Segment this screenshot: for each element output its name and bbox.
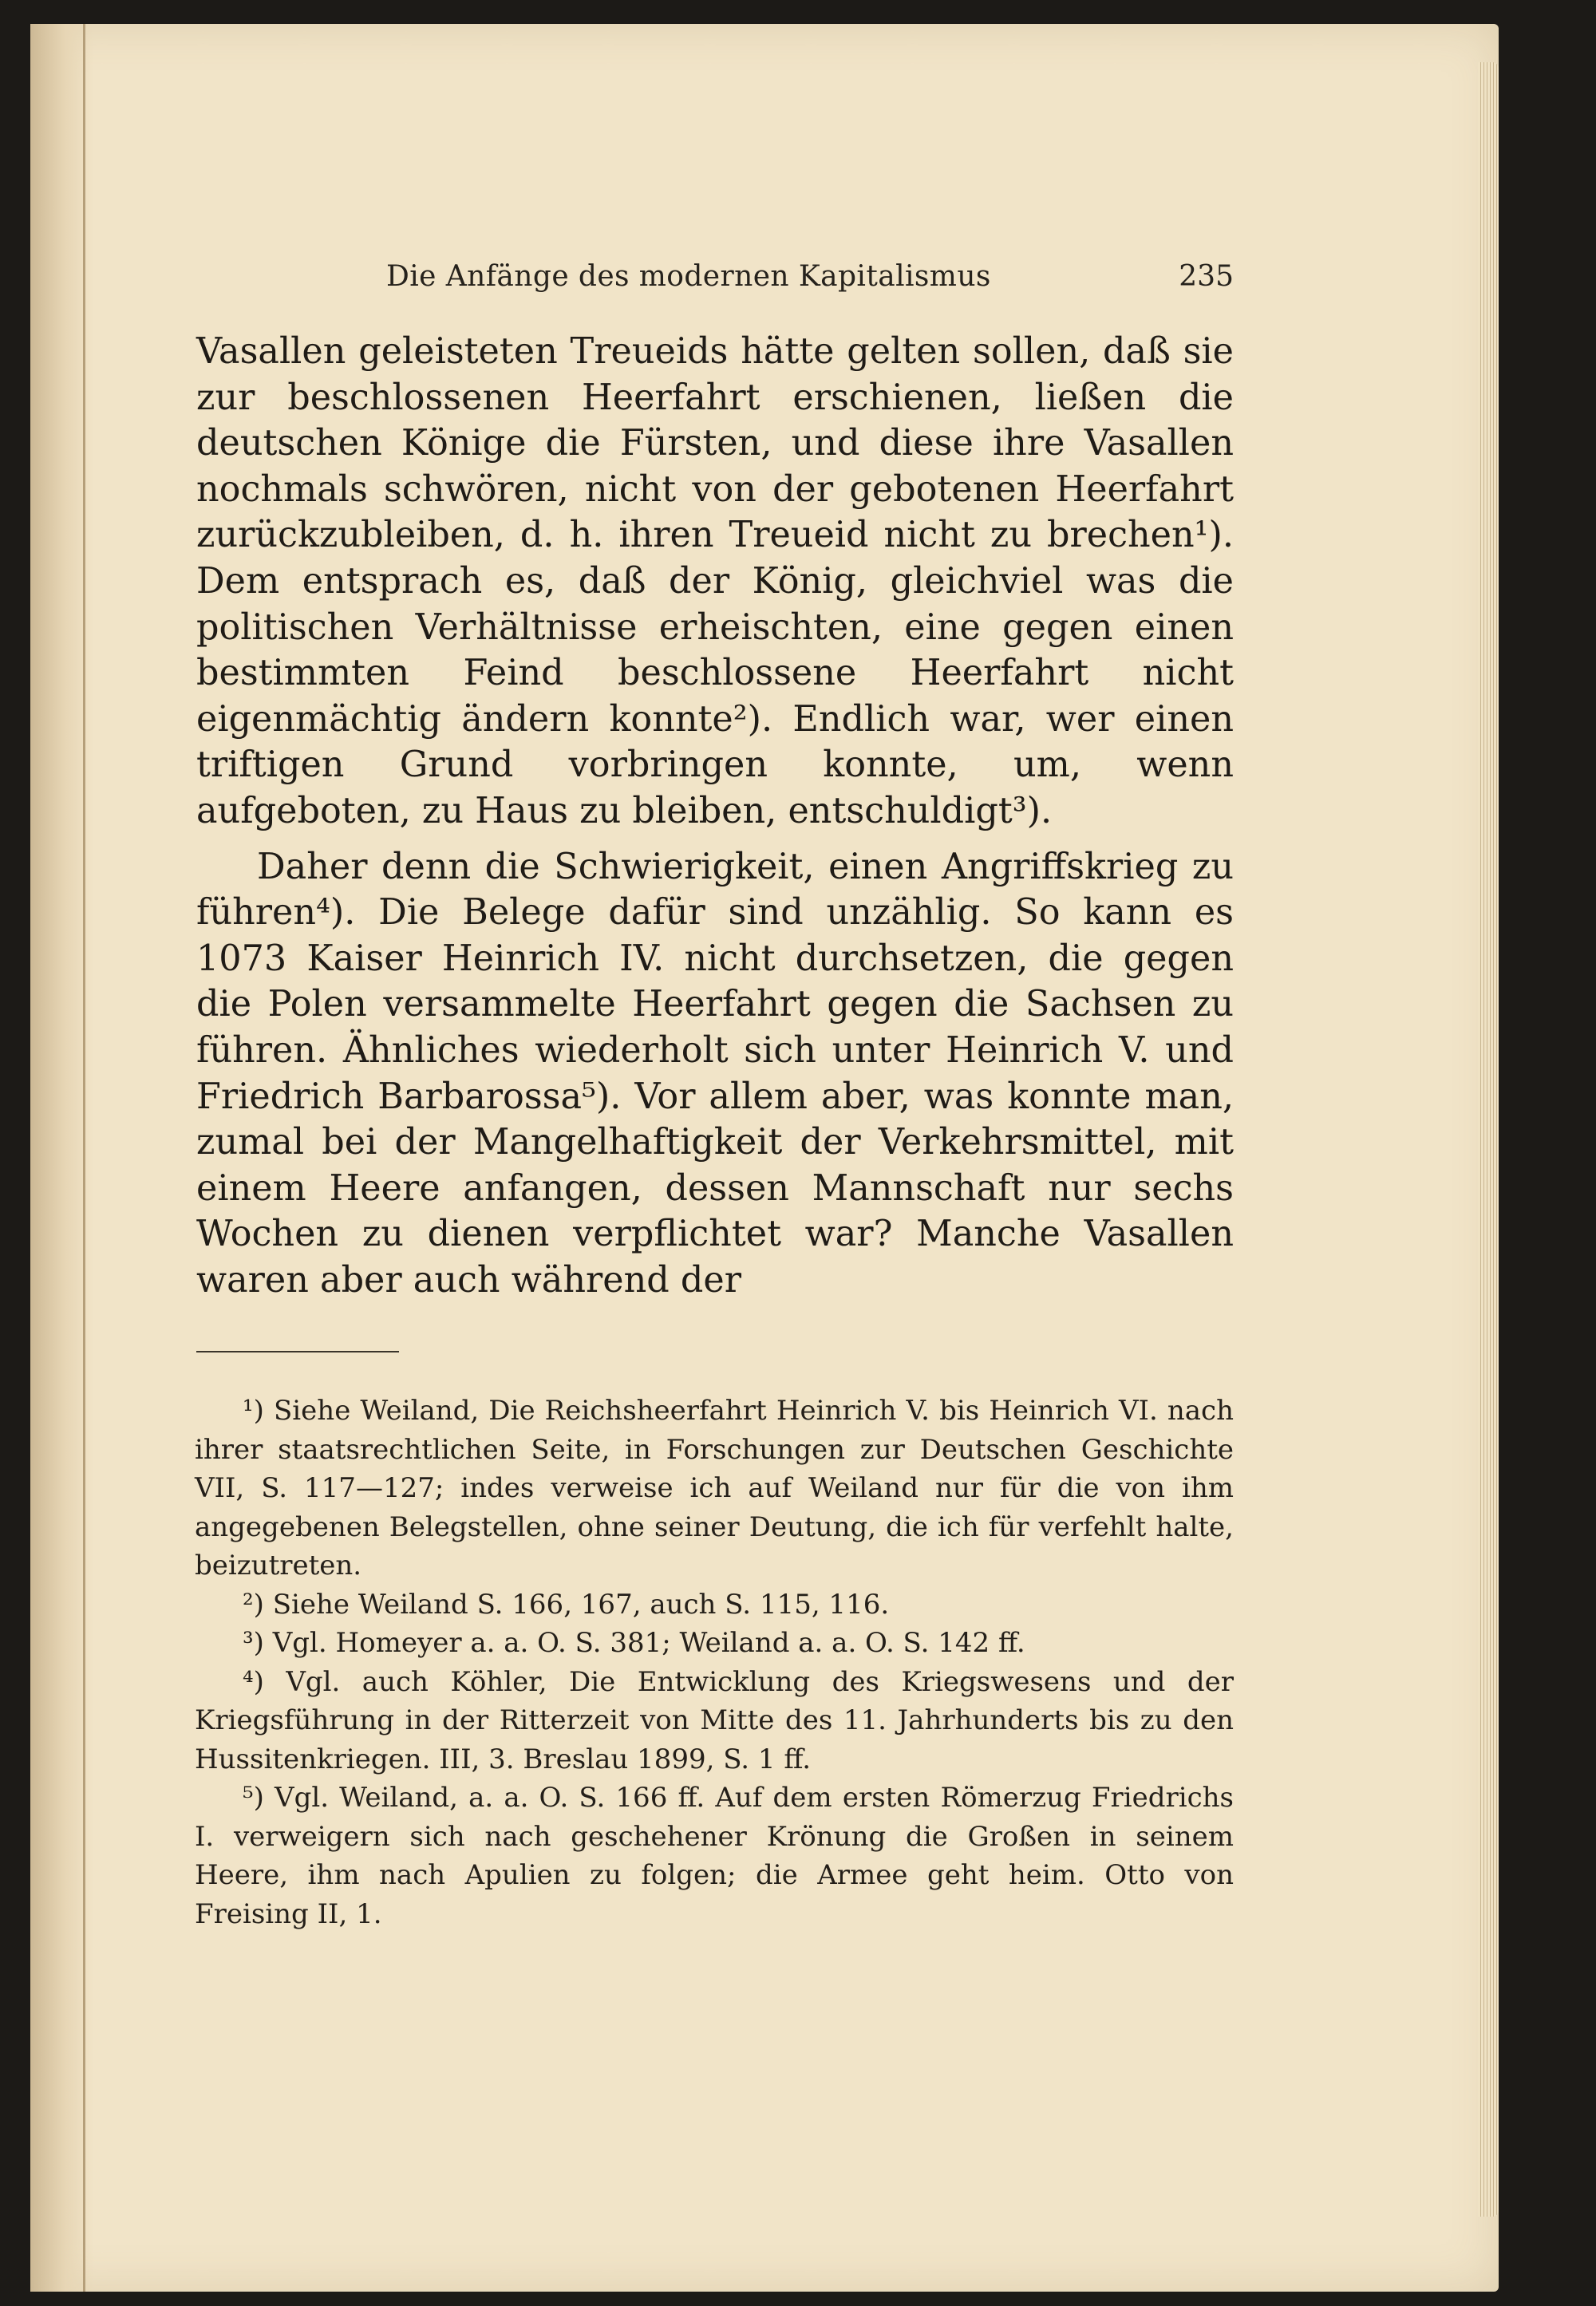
footnote-2: ²) Siehe Weiland S. 166, 167, auch S. 115, 116.	[243, 1588, 890, 1621]
paragraph-2: Daher denn die Schwierigkeit, einen Angriffskrieg zu führen⁴). Die Belege dafür sind unzählig. So kann es 1073 Kaiser Heinrich IV. nicht durchsetzen, die gegen die Polen versammelte Heerfahrt gegen die Sachsen zu führen. Ähnliches wiederholt sich unter Heinrich V. und Friedrich Barbarossa⁵). Vor allem aber, was konnte man, zumal bei der Mangelhaftigkeit der Verkehrsmittel, mit einem Heere anfangen, dessen Mannschaft nur sechs Wochen zu dienen verpflichtet war? Manche Vasallen waren aber auch während der	[196, 846, 1234, 1301]
footnote-3: ³) Vgl. Homeyer a. a. O. S. 381; Weiland a. a. O. S. 142 ff.	[243, 1627, 1025, 1659]
page-number: 235	[1179, 260, 1234, 293]
footnote-5: ⁵) Vgl. Weiland, a. a. O. S. 166 ff. Auf dem ersten Römerzug Friedrichs I. verweigern sich nach geschehener Krönung die Großen in seinem Heere, ihm nach Apulien zu folgen; die Armee geht heim. Otto von Freising II, 1.	[195, 1782, 1234, 1930]
main-text	[196, 329, 1234, 1303]
gutter-fold	[83, 24, 85, 2292]
footnote-4: ⁴) Vgl. auch Köhler, Die Entwicklung des Kriegswesens und der Kriegsführung in der Ritterzeit von Mitte des 11. Jahrhunderts bis zu den Hussitenkriegen. III, 3. Breslau 1899, S. 1 ff.	[195, 1665, 1234, 1775]
footnote-1: ¹) Siehe Weiland, Die Reichsheerfahrt Heinrich V. bis Heinrich VI. nach ihrer staatsrechtlichen Seite, in Forschungen zur Deutschen Geschichte VII, S. 117—127; indes verweise ich auf Weiland nur für die von ihm angegebenen Belegstellen, ohne seiner Deutung, die ich für verfehlt halte, beizutreten.	[195, 1395, 1234, 1581]
footnotes	[195, 1392, 1234, 1933]
page-edges	[1478, 62, 1499, 2217]
footnote-rule	[196, 1351, 399, 1352]
running-head: Die Anfänge des modernen Kapitalismus	[386, 260, 991, 293]
paragraph-1: Vasallen geleisteten Treueids hätte gelten sollen, daß sie zur beschlossenen Heerfahrt erschienen, ließen die deutschen Könige die Fürsten, und diese ihre Vasallen nochmals schwören, nicht von der gebotenen Heerfahrt zurückzubleiben, d. h. ihren Treueid nicht zu brechen¹). Dem entsprach es, daß der König, gleichviel was die politischen Verhältnisse erheischten, eine gegen einen bestimmten Feind beschlossene Heerfahrt nicht eigenmächtig ändern konnte²). Endlich war, wer einen triftigen Grund vorbringen konnte, um, wenn aufgeboten, zu Haus zu bleiben, entschuldigt³).	[196, 331, 1234, 831]
page-header	[386, 257, 1234, 297]
